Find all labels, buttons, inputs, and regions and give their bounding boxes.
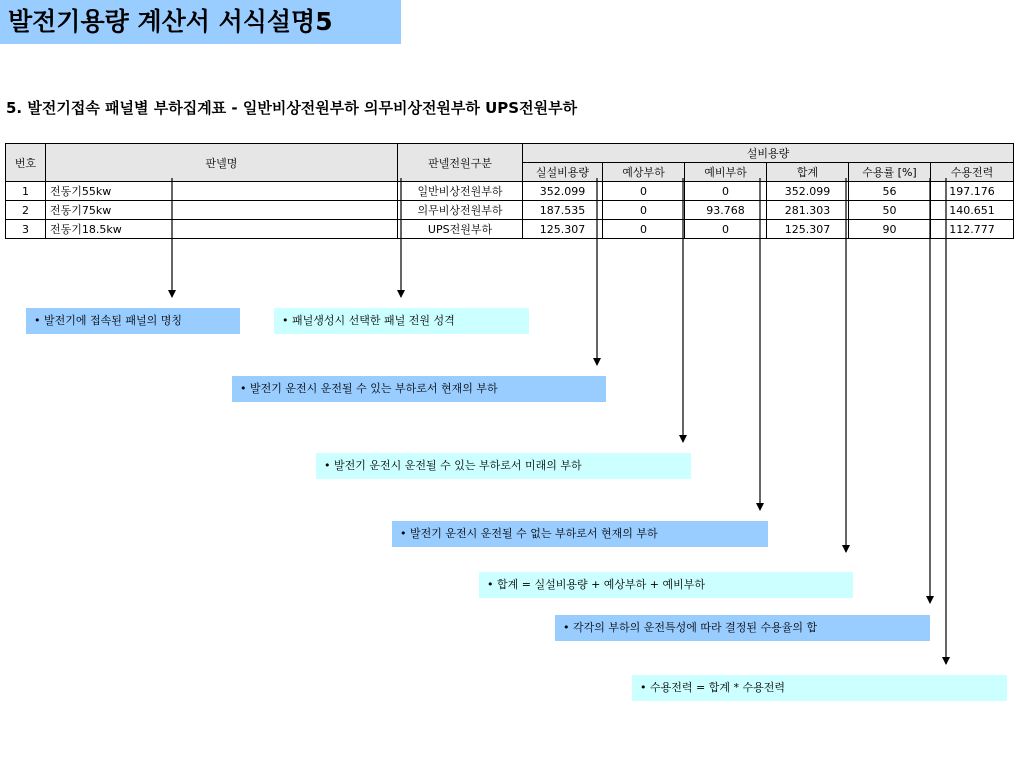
- page-title: 발전기용량 계산서 서식설명5: [0, 0, 401, 44]
- cell-power-type: 일반비상전원부하: [398, 182, 523, 201]
- cell-demand-rate: 50: [849, 201, 931, 220]
- cell-reserve: 93.768: [685, 201, 767, 220]
- cell-reserve: 0: [685, 220, 767, 239]
- cell-reserve: 0: [685, 182, 767, 201]
- callout-demand-rate: • 각각의 부하의 운전특성에 따라 결정된 수용율의 합: [555, 615, 930, 641]
- cell-actual: 352.099: [523, 182, 603, 201]
- callout-actual: • 발전기 운전시 운전될 수 있는 부하로서 현재의 부하: [232, 376, 606, 402]
- cell-total: 125.307: [767, 220, 849, 239]
- cell-demand-rate: 56: [849, 182, 931, 201]
- section-subtitle: 5. 발전기접속 패널별 부하집계표 - 일반비상전원부하 의무비상전원부하 UPS전원부하: [6, 99, 578, 117]
- cell-panel-name: 전동기55kw: [46, 182, 398, 201]
- header-demand-power: 수용전력: [931, 163, 1014, 182]
- callout-total: • 합계 = 실설비용량 + 예상부하 + 예비부하: [479, 572, 853, 598]
- cell-no: 1: [6, 182, 46, 201]
- header-panel-name: 판넬명: [46, 144, 398, 182]
- cell-no: 2: [6, 201, 46, 220]
- header-reserve: 예비부하: [685, 163, 767, 182]
- callout-power-type: • 패널생성시 선택한 패널 전원 성격: [274, 308, 529, 334]
- cell-actual: 125.307: [523, 220, 603, 239]
- cell-expected: 0: [603, 201, 685, 220]
- cell-demand-power: 112.777: [931, 220, 1014, 239]
- cell-demand-power: 140.651: [931, 201, 1014, 220]
- header-power-type: 판넬전원구분: [398, 144, 523, 182]
- cell-power-type: UPS전원부하: [398, 220, 523, 239]
- callout-demand-power: • 수용전력 = 합계 * 수용전력: [632, 675, 1007, 701]
- cell-actual: 187.535: [523, 201, 603, 220]
- callout-expected: • 발전기 운전시 운전될 수 있는 부하로서 미래의 부하: [316, 453, 691, 479]
- header-actual: 실설비용량: [523, 163, 603, 182]
- callout-panel-name: • 발전기에 접속된 패널의 명칭: [26, 308, 240, 334]
- header-demand-rate: 수용률 [%]: [849, 163, 931, 182]
- cell-panel-name: 전동기18.5kw: [46, 220, 398, 239]
- cell-expected: 0: [603, 182, 685, 201]
- cell-total: 352.099: [767, 182, 849, 201]
- header-total: 합계: [767, 163, 849, 182]
- cell-demand-rate: 90: [849, 220, 931, 239]
- cell-no: 3: [6, 220, 46, 239]
- header-expected: 예상부하: [603, 163, 685, 182]
- cell-expected: 0: [603, 220, 685, 239]
- cell-demand-power: 197.176: [931, 182, 1014, 201]
- cell-power-type: 의무비상전원부하: [398, 201, 523, 220]
- callout-reserve: • 발전기 운전시 운전될 수 없는 부하로서 현재의 부하: [392, 521, 768, 547]
- header-no: 번호: [6, 144, 46, 182]
- cell-total: 281.303: [767, 201, 849, 220]
- header-capacity-group: 설비용량: [523, 144, 1014, 163]
- cell-panel-name: 전동기75kw: [46, 201, 398, 220]
